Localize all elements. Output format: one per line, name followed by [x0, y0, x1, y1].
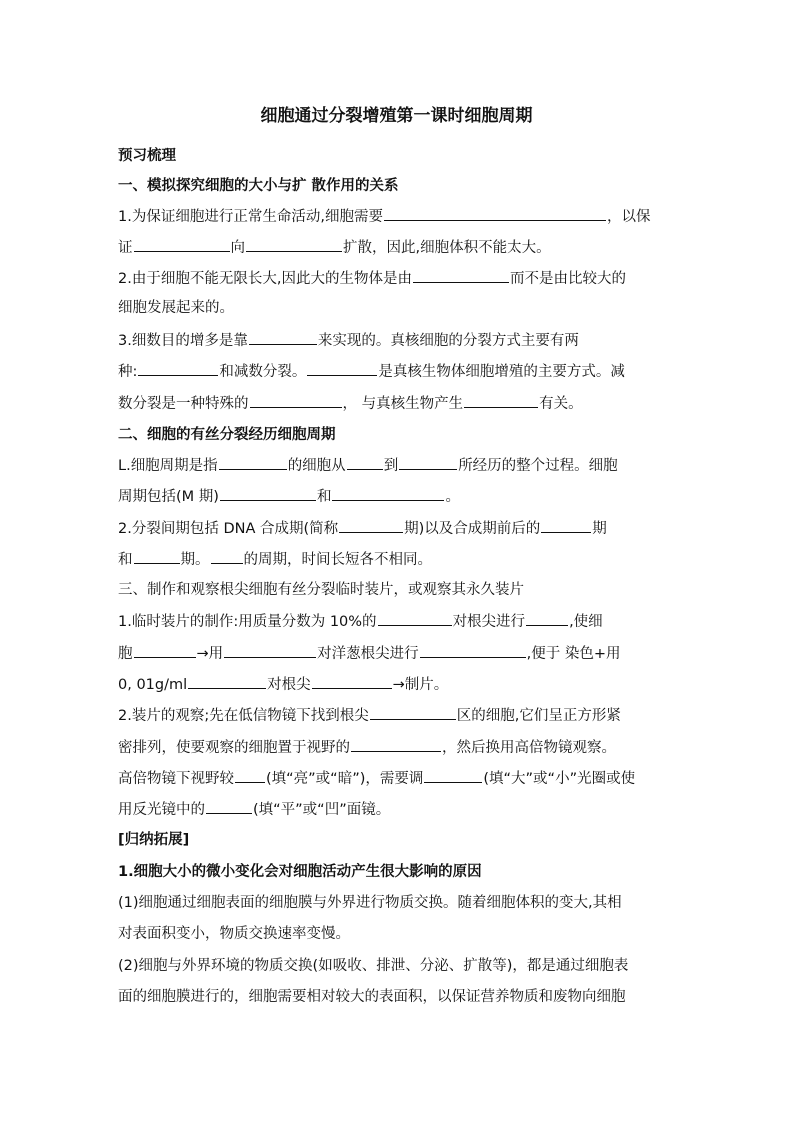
section-1-heading: 一、模拟探究细胞的大小与扩 散作用的关系 — [118, 178, 399, 194]
fill-blank[interactable] — [399, 454, 457, 470]
fill-blank[interactable] — [541, 517, 591, 533]
fill-blank[interactable] — [307, 360, 377, 376]
ext-p1-line2: 对表面积变小，物质交换速率变慢。 — [118, 926, 350, 942]
fill-blank[interactable] — [249, 329, 317, 345]
s3-p2-line1: 2.装片的观察;先在低信物镜下找到根尖 区的细胞,它们呈正方形紧 — [118, 704, 678, 727]
fill-blank[interactable] — [206, 798, 252, 814]
fill-blank[interactable] — [246, 236, 342, 252]
s1-p2-line1: 2.由于细胞不能无限长大,因此大的生物体是由 而不是由比较大的 — [118, 267, 678, 290]
fill-blank[interactable] — [384, 205, 606, 221]
fill-blank[interactable] — [134, 642, 196, 658]
s2-p2-line1: 2.分裂间期包括 DNA 合成期(简称 期)以及合成期前后的 期 — [118, 517, 678, 540]
s1-p3-line1: 3.细数目的增多是靠 来实现的。真核细胞的分裂方式主要有两 — [118, 329, 678, 352]
fill-blank[interactable] — [526, 610, 568, 626]
s3-p1-line3: 0, 01g/ml 对根尖 →制片。 — [118, 673, 678, 696]
s3-p1-line1: 1.临时装片的制作:用质量分数为 10%的 对根尖进行 ,使细 — [118, 610, 678, 633]
s1-p3-line3: 数分裂是一种特殊的 ， 与真核生物产生 有关。 — [118, 392, 678, 415]
s2-p1-line2: 周期包括(M 期) 和 。 — [118, 485, 678, 508]
fill-blank[interactable] — [464, 392, 538, 408]
fill-blank[interactable] — [332, 485, 444, 501]
fill-blank[interactable] — [351, 736, 441, 752]
page-title: 细胞通过分裂增殖第一课时细胞周期 — [260, 106, 533, 126]
extension-heading: [归纳拓展] — [118, 832, 190, 848]
fill-blank[interactable] — [138, 360, 218, 376]
fill-blank[interactable] — [378, 610, 452, 626]
fill-blank[interactable] — [250, 392, 342, 408]
fill-blank[interactable] — [370, 704, 456, 720]
s1-p3-line2: 种: 和减数分裂。 是真核生物体细胞增殖的主要方式。减 — [118, 360, 678, 383]
fill-blank[interactable] — [312, 673, 392, 689]
fill-blank[interactable] — [211, 548, 243, 564]
ext-p1-line1: (1)细胞通过细胞表面的细胞膜与外界进行物质交换。随着细胞体积的变大,其相 — [118, 895, 622, 911]
s1-p1-line1: 1.为保证细胞进行正常生命活动,细胞需要 ，以保 — [118, 205, 678, 228]
fill-blank[interactable] — [134, 548, 180, 564]
fill-blank[interactable] — [413, 267, 509, 283]
ext-p2-line2: 面的细胞膜进行的，细胞需要相对较大的表面积，以保证营养物质和废物向细胞 — [118, 989, 626, 1005]
fill-blank[interactable] — [220, 485, 316, 501]
section-3-heading: 三、制作和观察根尖细胞有丝分裂临时装片，或观察其永久装片 — [118, 582, 524, 598]
fill-blank[interactable] — [424, 767, 482, 783]
s2-p1-line1: L.细胞周期是指 的细胞从 到 所经历的整个过程。细胞 — [118, 454, 678, 477]
fill-blank[interactable] — [235, 767, 265, 783]
fill-blank[interactable] — [188, 673, 266, 689]
fill-blank[interactable] — [134, 236, 230, 252]
s3-p1-line2: 胞 →用 对洋葱根尖进行 ,便于 染色+用 — [118, 642, 678, 665]
preview-heading: 预习梳理 — [118, 148, 176, 164]
fill-blank[interactable] — [224, 642, 316, 658]
section-2-heading: 二、细胞的有丝分裂经历细胞周期 — [118, 427, 336, 443]
s3-p2-line2: 密排列，使要观察的细胞置于视野的 ，然后换用高倍物镜观察。 — [118, 736, 678, 759]
extension-subheading: 1.细胞大小的微小变化会对细胞活动产生很大影响的原因 — [118, 864, 482, 880]
fill-blank[interactable] — [219, 454, 287, 470]
s3-p2-line4: 用反光镜中的 (填“平”或“凹”面镜。 — [118, 798, 678, 821]
fill-blank[interactable] — [347, 454, 383, 470]
fill-blank[interactable] — [420, 642, 526, 658]
s1-p1-line2: 证 向 扩散，因此,细胞体积不能太大。 — [118, 236, 678, 259]
ext-p2-line1: (2)细胞与外界环境的物质交换(如吸收、排泄、分泌、扩散等)，都是通过细胞表 — [118, 958, 629, 974]
s3-p2-line3: 高倍物镜下视野较 (填“亮”或“暗”)，需要调 (填“大”或“小”光圈或使 — [118, 767, 678, 790]
s2-p2-line2: 和 期。 的周期，时间长短各不相同。 — [118, 548, 678, 571]
s1-p2-line2: 细胞发展起来的。 — [118, 300, 234, 316]
fill-blank[interactable] — [339, 517, 403, 533]
